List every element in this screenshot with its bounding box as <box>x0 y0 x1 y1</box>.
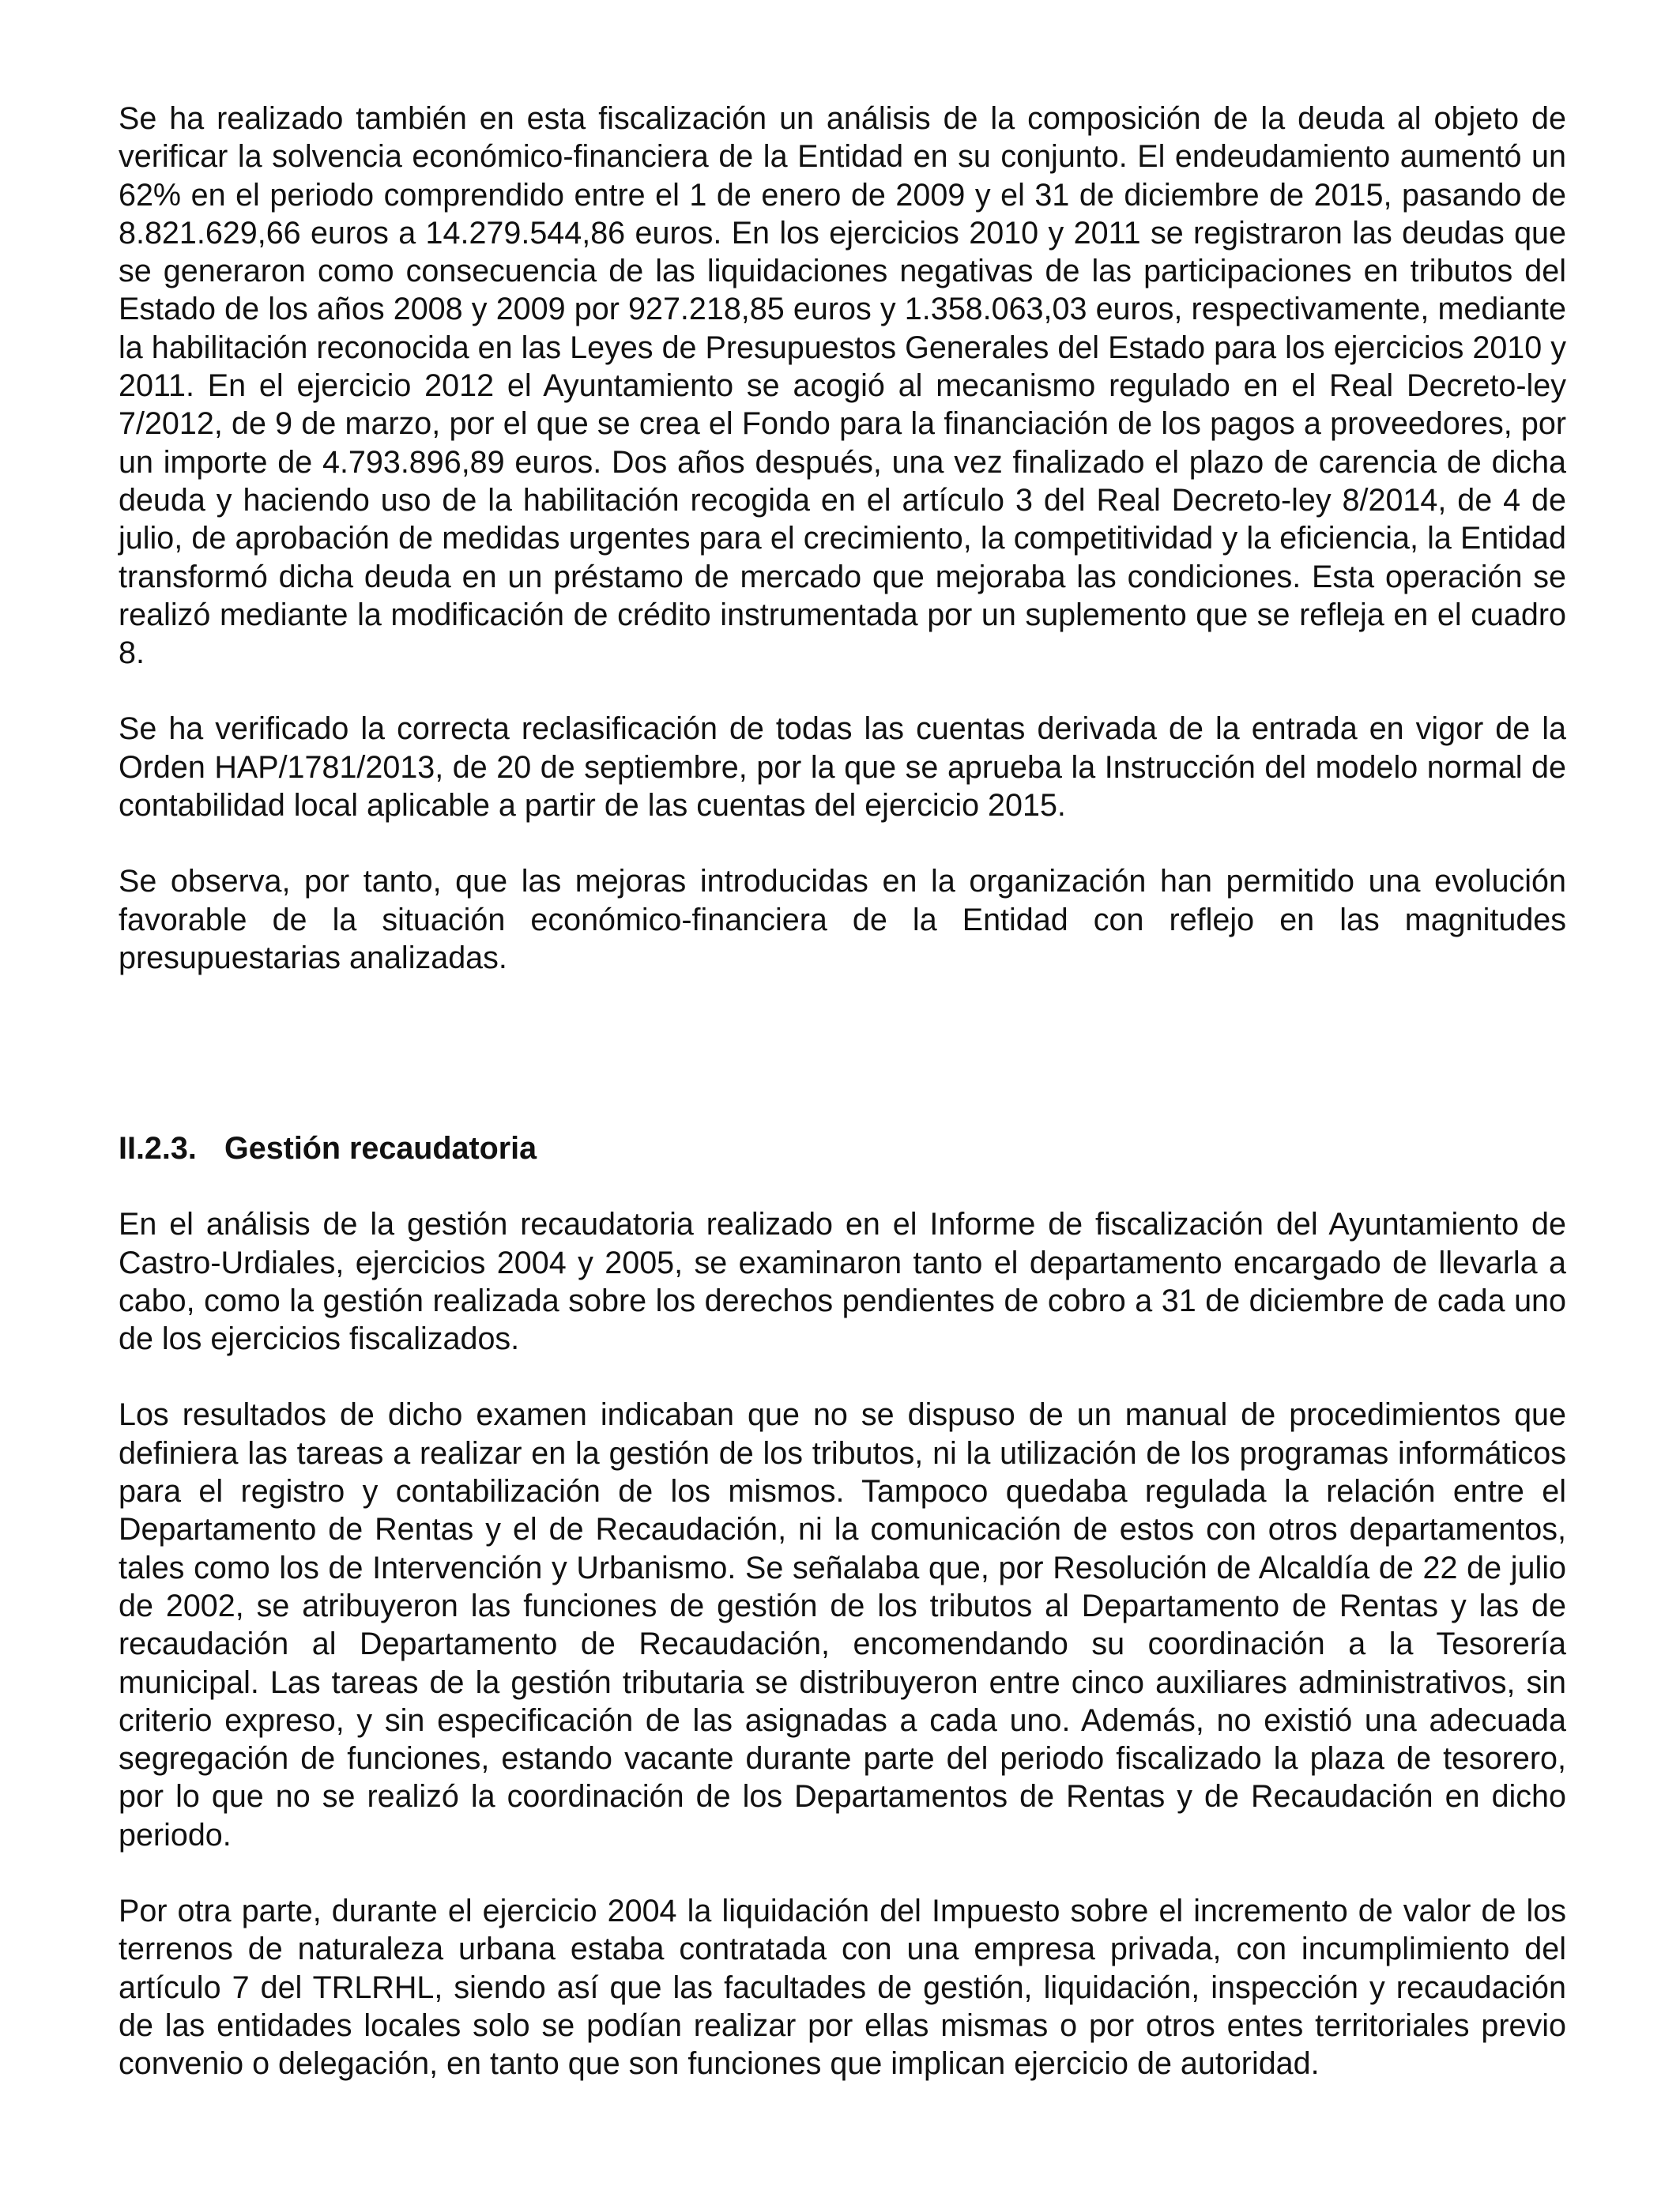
paragraph-reclassification: Se ha verificado la correcta reclasificación de todas las cuentas derivada de la entrada en vigor de la Orden HAP/1781/2013, de 20 de septiembre, por la que se aprueba la Instrucción del modelo normal de contabilidad local aplicable a partir de las cuentas del ejercicio 2015. <box>119 711 1566 824</box>
paragraph-exam-results: Los resultados de dicho examen indicaban que no se dispuso de un manual de procedimientos que definiera las tareas a realizar en la gestión de los tributos, ni la utilización de los programas informáticos para el registro y contabilización de los mismos. Tampoco quedaba regulada la relación entre el Departamento de Rentas y el de Recaudación, ni la comunicación de estos con otros departamentos, tales como los de Intervención y Urbanismo. Se señalaba que, por Resolución de Alcaldía de 22 de julio de 2002, se atribuyeron las funciones de gestión de los tributos al Departamento de Rentas y las de recaudación al Departamento de Recaudación, encomendando su coordinación a la Tesorería municipal. Las tareas de la gestión tributaria se distribuyeron entre cinco auxiliares administrativos, sin criterio expreso, y sin especificación de las asignadas a cada uno. Además, no existió una adecuada segregación de funciones, estando vacante durante parte del periodo fiscalizado la plaza de tesorero, por lo que no se realizó la coordinación de los Departamentos de Rentas y de Recaudación en dicho periodo. <box>119 1397 1566 1853</box>
section-number: II.2.3. <box>119 1131 197 1167</box>
paragraph-tax-liquidation: Por otra parte, durante el ejercicio 2004 la liquidación del Impuesto sobre el incremento de valor de los terrenos de naturaleza urbana estaba contratada con una empresa privada, con incumplimiento del artículo 7 del TRLRHL, siendo así que las facultades de gestión, liquidación, inspección y recaudación de las entidades locales solo se podían realizar por ellas mismas o por otros entes territoriales previo convenio o delegación, en tanto que son funciones que implican ejercicio de autoridad. <box>119 1893 1566 2082</box>
paragraph-conclusion: Se observa, por tanto, que las mejoras introducidas en la organización han permitido una evolución favorable de la situación económico-financiera de la Entidad con reflejo en las magnitudes presupuestarias analizadas. <box>119 864 1566 975</box>
document-page <box>119 100 1566 2083</box>
paragraph-debt-analysis: Se ha realizado también en esta fiscalización un análisis de la composición de la deuda al objeto de verificar la solvencia económico-financiera de la Entidad en su conjunto. El endeudamiento aumentó un 62% en el periodo comprendido entre el 1 de enero de 2009 y el 31 de diciembre de 2015, pasando de 8.821.629,66 euros a 14.279.544,86 euros. En los ejercicios 2010 y 2011 se registraron las deudas que se generaron como consecuencia de las liquidaciones negativas de las participaciones en tributos del Estado de los años 2008 y 2009 por 927.218,85 euros y 1.358.063,03 euros, respectivamente, mediante la habilitación reconocida en las Leyes de Presupuestos Generales del Estado para los ejercicios 2010 y 2011. En el ejercicio 2012 el Ayuntamiento se acogió al mecanismo regulado en el Real Decreto-ley 7/2012, de 9 de marzo, por el que se crea el Fondo para la financiación de los pagos a proveedores, por un importe de 4.793.896,89 euros. Dos años después, una vez finalizado el plazo de carencia de dicha deuda y haciendo uso de la habilitación recogida en el artículo 3 del Real Decreto-ley 8/2014, de 4 de julio, de aprobación de medidas urgentes para el crecimiento, la competitividad y la eficiencia, la Entidad transformó dicha deuda en un préstamo de mercado que mejoraba las condiciones. Esta operación se realizó mediante la modificación de crédito instrumentada por un suplemento que se refleja en el cuadro 8. <box>119 101 1566 671</box>
paragraph-collection-analysis: En el análisis de la gestión recaudatoria realizado en el Informe de fiscalización del Ayuntamiento de Castro-Urdiales, ejercicios 2004 y 2005, se examinaron tanto el departamento encargado de llevarla a cabo, como la gestión realizada sobre los derechos pendientes de cobro a 31 de diciembre de cada uno de los ejercicios fiscalizados. <box>119 1207 1566 1357</box>
section-title: Gestión recaudatoria <box>224 1131 537 1167</box>
section-heading <box>119 1129 1566 1167</box>
